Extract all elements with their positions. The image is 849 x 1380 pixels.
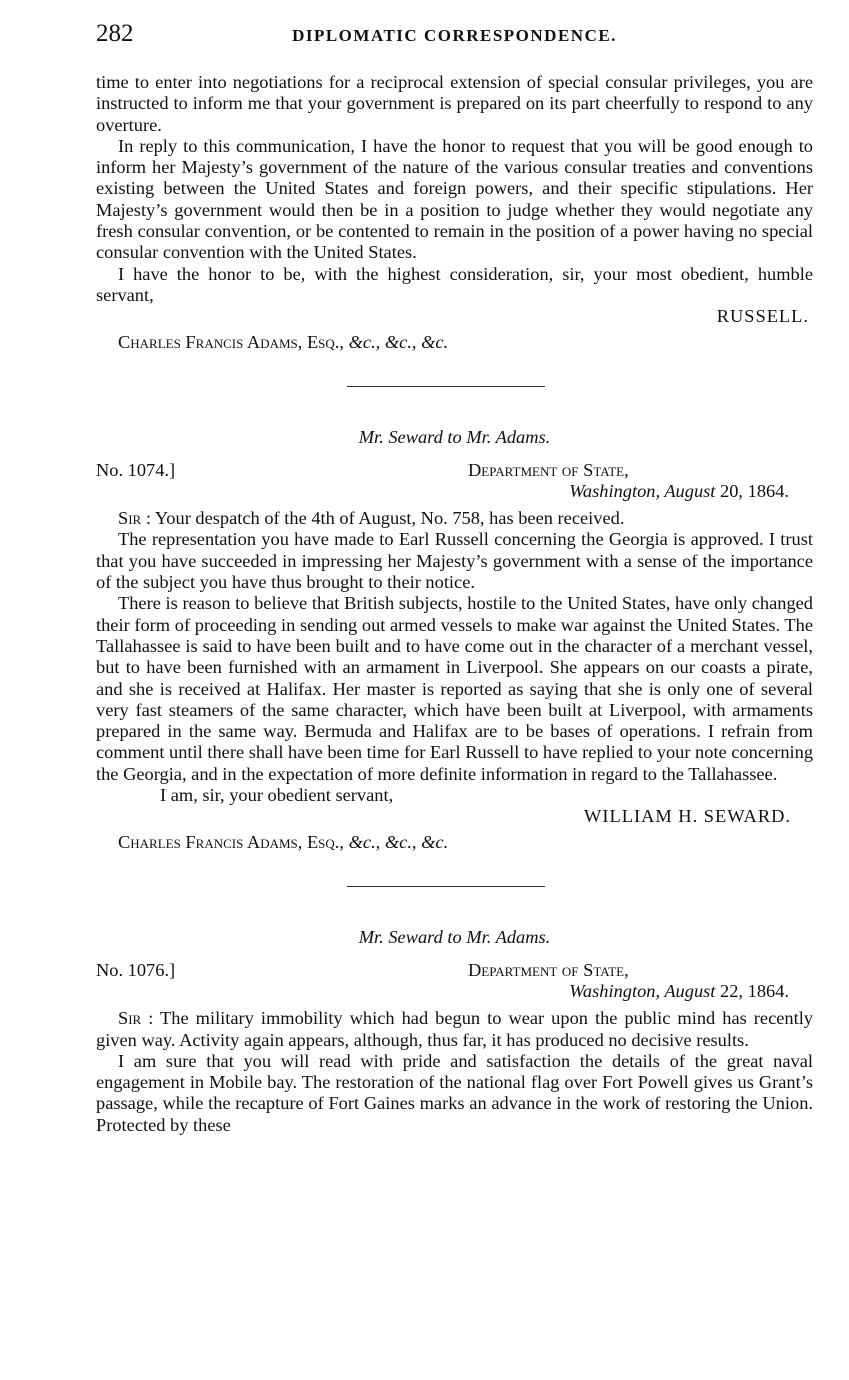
letter-3-title: Mr. Seward to Mr. Adams.	[358, 926, 551, 947]
letter-2-paragraph-2: The representation you have made to Earl Russell concerning the Georgia is approved. I trust that you have succeeded in impressing her Majesty’s government with a sense of the importance of the subject you have thus brought to their notice.	[96, 529, 813, 593]
letter-1-closing: I have the honor to be, with the highest consideration, sir, your most obedient, humble servant,	[96, 263, 813, 305]
letter-2-paragraph-1	[96, 508, 813, 529]
letter-3-paragraph-1	[96, 1008, 813, 1051]
salutation: Sir :	[118, 1008, 154, 1029]
salutation: Sir :	[118, 508, 151, 529]
dateline-day-year: 20, 1864.	[720, 481, 789, 502]
addressee-name: Charles Francis Adams, Esq.,	[118, 831, 344, 852]
letter-3-heading	[96, 960, 813, 1008]
letter-2-closing: I am, sir, your obedient servant,	[160, 785, 394, 806]
letter-3-department: Department of State,	[468, 960, 629, 981]
addressee-etc: &c., &c., &c.	[348, 331, 449, 352]
letter-1-paragraph: In reply to this communication, I have the honor to request that you will be good enough to inform her Majesty’s government of the nature of the various consular treaties and conventions existing between the United States and foreign powers, and their specific stipulations. Her Majesty’s government would then be in a position to judge whether they would negotiate any fresh consular convention, or be contented to remain in the position of a power having no special consular convention with the United States.	[96, 135, 813, 263]
letter-1-signature: RUSSELL.	[716, 306, 809, 327]
paragraph-text: The military immobility which had begun to wear upon the public mind has recently given way. Activity again appears, although, thus far, it has produced no decisive results.	[96, 1008, 814, 1050]
letter-3-paragraph-2: I am sure that you will read with pride and satisfaction the details of the great naval engagement in Mobile bay. The restoration of the national flag over Fort Powell gives us Grant’s passage, while the recapture of Fort Gaines marks an advance in the work of restoring the Union. Protected by these	[96, 1050, 813, 1135]
letter-1-continuation: time to enter into negotiations for a reciprocal extension of special consular privileges, you are instructed to inform me that your government is prepared on its part cheerfully to respond to any overture.	[96, 72, 813, 135]
dateline-place: Washington, August	[569, 981, 716, 1002]
addressee-etc: &c., &c., &c.	[348, 831, 449, 852]
letter-2-addressee	[96, 832, 813, 853]
addressee-name: Charles Francis Adams, Esq.,	[118, 331, 344, 352]
letter-3-number: No. 1076.]	[96, 960, 176, 981]
letter-3-dateline	[569, 981, 789, 1002]
running-head: DIPLOMATIC CORRESPONDENCE.	[292, 26, 617, 45]
letter-2-signature: WILLIAM H. SEWARD.	[584, 806, 791, 827]
letter-2-paragraph-3: There is reason to believe that British subjects, hostile to the United States, have only changed their form of proceeding in sending out armed vessels to make war against the United States. The Tallahassee is said to have been built and to have come out in the character of a merchant vessel, but to have been furnished with an armament in Liverpool. She appears on our coasts a pirate, and she is received at Halifax. Her master is reported as saying that she is only one of several very fast steamers of the same character, which have been built at Liverpool, with armaments prepared in the same way. Bermuda and Halifax are to be bases of operations. I refrain from comment until there shall have been time for Earl Russell to have replied to your note concerning the Georgia, and in the expectation of more definite information in regard to the Tallahassee.	[96, 593, 814, 784]
dateline-day-year: 22, 1864.	[720, 981, 789, 1002]
letter-2-dateline	[569, 481, 789, 502]
section-divider	[347, 386, 545, 387]
letter-2-department: Department of State,	[468, 460, 629, 481]
paragraph-text: Your despatch of the 4th of August, No. 758, has been received.	[154, 508, 625, 529]
letter-2-number: No. 1074.]	[96, 460, 176, 481]
page-header	[96, 20, 813, 56]
page-body	[96, 72, 813, 1136]
letter-1-addressee	[96, 332, 813, 353]
section-divider	[347, 886, 545, 887]
page-number: 282	[96, 20, 134, 47]
letter-2-title: Mr. Seward to Mr. Adams.	[358, 426, 551, 447]
dateline-place: Washington, August	[569, 481, 716, 502]
letter-2-heading	[96, 460, 813, 508]
